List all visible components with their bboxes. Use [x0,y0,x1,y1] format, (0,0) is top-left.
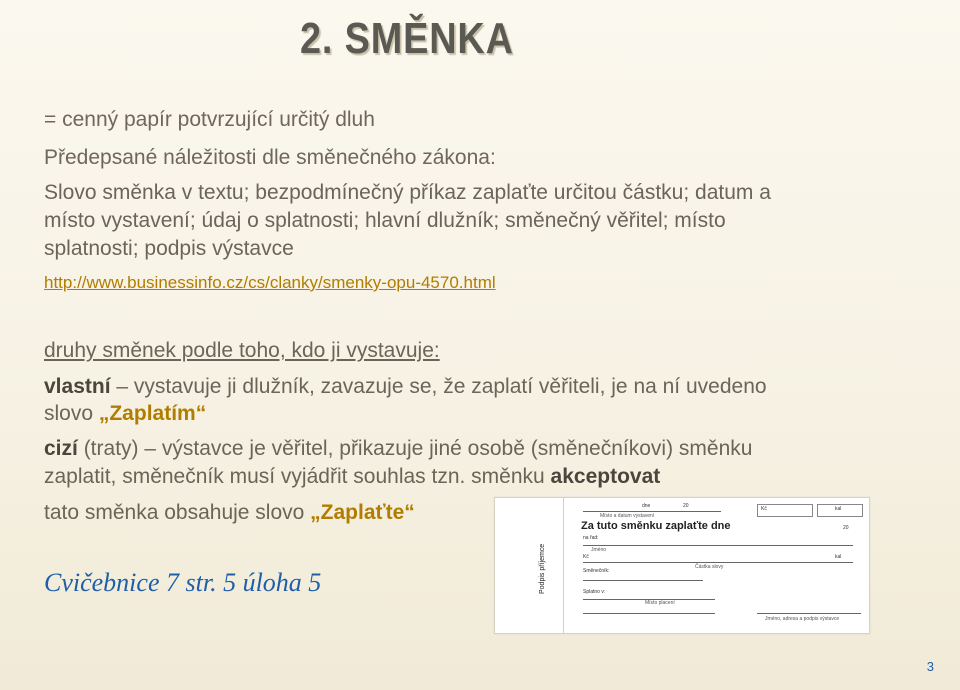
bill-currency-word: kal [835,506,842,512]
own-bill-line-2 [44,402,206,426]
own-keyword: „Zaplatím“ [98,402,207,425]
foreign-keyword: akceptovat [550,465,661,488]
definition-text: = cenný papír potvrzující určitý dluh [44,108,375,131]
foreign-bill-line-1 [44,437,752,461]
own-text-line-2: slovo [44,402,99,425]
bill-name-line [583,545,853,546]
source-link[interactable]: http://www.businessinfo.cz/cs/clanky/smenky-opu-4570.html [44,273,496,292]
bill-signature-line [757,613,861,614]
draft-line [44,501,415,525]
requirements-line-2: místo vystavení; údaj o splatnosti; hlavní dlužník; směnečný věřitel; místo [44,209,726,232]
page-number: 3 [926,659,934,674]
bill-drawee-label: Směnečník: [583,568,610,574]
bill-day-label: dne [642,503,651,509]
bill-name-sub: Jméno [591,547,607,553]
bill-year-prefix: 20 [683,503,689,509]
bill-payable-sub: Místo placení [645,600,675,606]
requirements-heading: Předepsané náležitosti dle směnečného zákona: [44,146,496,169]
bill-currency-short: Kč [761,506,767,512]
foreign-text-line-2: zaplatit, směnečník musí vyjádřit souhlas tzn. směnku [44,465,551,488]
bill-year-prefix-right: 20 [843,525,849,531]
bill-headline: Za tuto směnku zaplaťte dne [581,520,731,532]
requirements-line-3: splatnosti; podpis výstavce [44,237,294,260]
own-text-line-1: – vystavuje ji dlužník, zavazuje se, že zaplatí věřiteli, je na ní uvedeno [110,375,767,398]
foreign-text-line-1: (traty) – výstavce je věřitel, přikazuje jiné osobě (směnečníkovi) směnku [77,437,753,460]
bill-amount-word: kal [835,554,842,560]
bill-issuer-sub: Jméno, adresa a podpis výstavce [765,616,840,622]
bill-drawee-line [583,580,703,581]
bill-address-line [583,613,715,614]
foreign-bill-line-2 [44,465,660,489]
bill-amount-sub: Částka slovy [695,564,724,570]
bill-name-label: na řad: [583,535,599,541]
types-heading: druhy směnek podle toho, kdo ji vystavuje: [44,339,440,362]
own-term: vlastní [44,375,111,398]
bill-side-column [495,498,564,633]
bill-place-label: Místo a datum vystavení [600,513,655,519]
bill-of-exchange-image [494,497,870,634]
requirements-line-1: Slovo směnka v textu; bezpodmínečný příkaz zaplaťte určitou částku; datum a [44,181,771,204]
slide-title: 2. SMĚNKA [300,14,514,63]
bill-payable-label: Splatno v: [583,589,606,595]
bill-amount-label: Kč [583,554,589,560]
draft-prefix: tato směnka obsahuje slovo [44,501,311,524]
foreign-term: cizí [44,437,78,460]
own-bill-line-1 [44,375,767,399]
bill-side-label: Podpis příjemce [539,543,546,594]
bill-date-line [583,511,721,512]
draft-keyword: „Zaplaťte“ [310,501,415,524]
bill-amount-line [583,562,853,563]
exercise-reference: Cvičebnice 7 str. 5 úloha 5 [44,568,322,597]
